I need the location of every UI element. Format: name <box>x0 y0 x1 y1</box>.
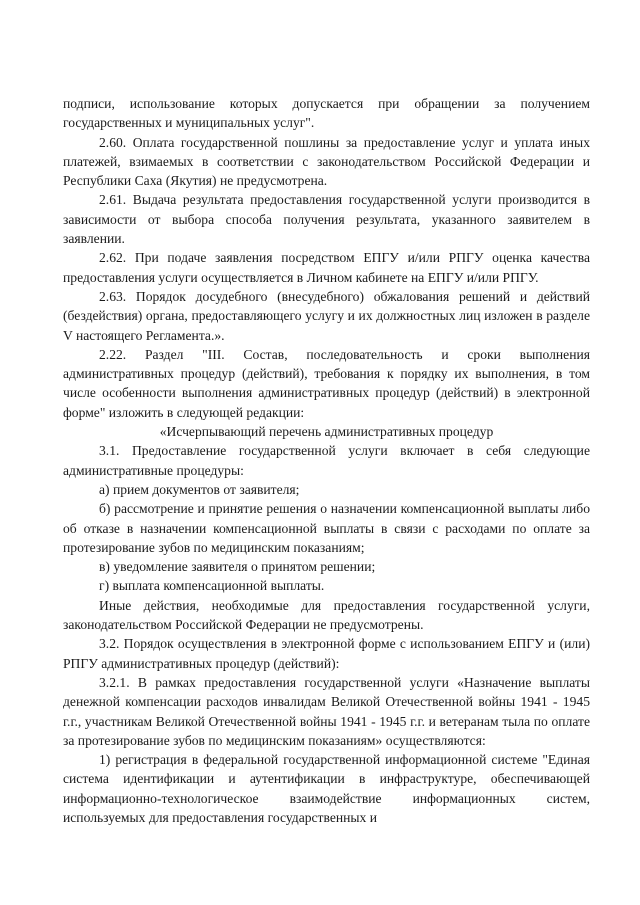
paragraph-14: 3.2. Порядок осуществления в электронной форме с использованием ЕПГУ и (или) РПГУ административных процедур (действий): <box>63 636 590 671</box>
paragraph-13: Иные действия, необходимые для предоставления государственной услуги, законодательством Российской Федерации не предусмотрены. <box>63 597 590 633</box>
document-body <box>63 94 590 827</box>
list-item-g: г) выплата компенсационной выплаты. <box>99 578 325 594</box>
paragraph-2: 2.60. Оплата государственной пошлины за предоставление услуг и уплата иных платежей, взимаемых в соответствии с законодательством Российской Федерации и Республики Саха (Якутия) не предусмотрена. <box>63 134 590 189</box>
list-item-v: в) уведомление заявителя о принятом решении; <box>99 559 376 575</box>
paragraph-16: 1) регистрация в федеральной государственной информационной системе "Единая система идентификации и аутентификации в инфраструктуре, обеспечивающей информационно-технологическое взаимодействие информационных систем, используемых для предоставления государственных и <box>63 752 590 825</box>
paragraph-1: подписи, использование которых допускается при обращении за получением государственных и муниципальных услуг". <box>63 96 590 131</box>
paragraph-3: 2.61. Выдача результата предоставления государственной услуги производится в зависимости от выбора способа получения результата, указанного заявителем в заявлении. <box>63 192 590 247</box>
paragraph-15: 3.2.1. В рамках предоставления государственной услуги «Назначение выплаты денежной компенсации расходов инвалидам Великой Отечественной войны 1941 - 1945 г.г., участникам Великой Отечественной войны 1941 - 1945 г.г. и ветеранам тыла по оплате за протезирование зубов по медицинским показаниям» осуществляются: <box>63 674 590 748</box>
list-item-b: б) рассмотрение и принятие решения о назначении компенсационной выплаты либо об отказе в назначении компенсационной выплаты в связи с расходами по оплате за протезирование зубов по медицинским показаниям; <box>63 501 590 555</box>
list-item-a: а) прием документов от заявителя; <box>99 481 300 497</box>
paragraph-8: 3.1. Предоставление государственной услуги включает в себя следующие административные процедуры: <box>63 443 590 478</box>
section-heading: «Исчерпывающий перечень административных процедур <box>159 424 494 440</box>
paragraph-4: 2.62. При подаче заявления посредством ЕПГУ и/или РПГУ оценка качества предоставления услуги осуществляется в Личном кабинете на ЕПГУ и/или РПГУ. <box>63 250 590 285</box>
paragraph-5: 2.63. Порядок досудебного (внесудебного) обжалования решений и действий (бездействия) органа, предоставляющего услугу и их должностных лиц изложен в разделе V настоящего Регламента.». <box>63 288 590 343</box>
paragraph-6: 2.22. Раздел "III. Состав, последовательность и сроки выполнения административных процедур (действий), требования к порядку их выполнения, в том числе особенности выполнения административных процедур (действий) в электронной форме" изложить в следующей редакции: <box>63 346 590 420</box>
